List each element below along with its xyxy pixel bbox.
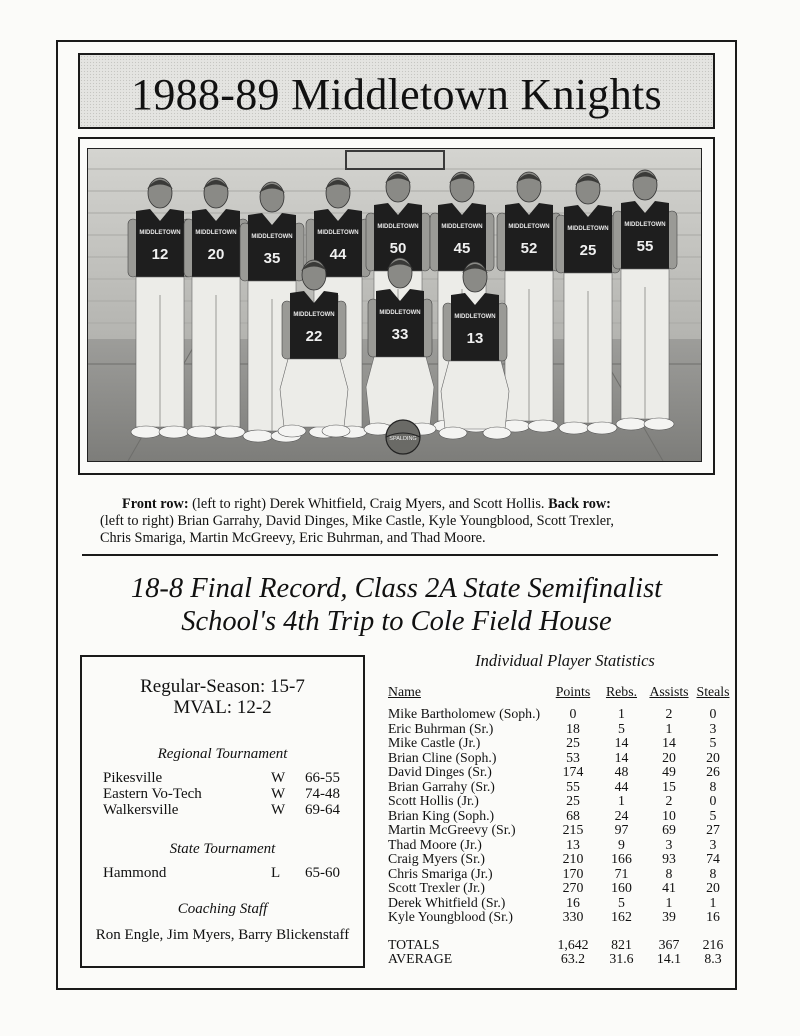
headline-line1: 18-8 Final Record, Class 2A State Semifinalist [130, 573, 663, 604]
player-points: 215 [562, 822, 584, 837]
regional-game [103, 786, 353, 803]
jersey-number: 12 [151, 246, 169, 263]
player-points: 174 [562, 764, 584, 779]
player-name: Brian King (Soph.) [388, 807, 495, 823]
player-name: Derek Whitfield (Sr.) [388, 894, 506, 910]
regional-game [103, 802, 353, 819]
jersey-lettering: MIDDLETOWN [377, 224, 419, 230]
player-name: Eric Buhrman (Sr.) [388, 720, 494, 736]
player-steals: 3 [709, 720, 717, 736]
player-assists: 93 [662, 851, 676, 866]
season-headline [56, 572, 737, 638]
table-row [388, 736, 733, 751]
back-row-label: Back row: [548, 496, 611, 512]
player-steals: 74 [706, 851, 720, 866]
header-name: Name [388, 684, 421, 699]
player-points: 210 [562, 851, 584, 866]
totals-label: TOTALS [388, 936, 440, 952]
player-assists: 14 [662, 735, 676, 750]
player-name: Mike Bartholomew (Soph.) [388, 706, 541, 721]
table-row [388, 867, 733, 882]
player-name: David Dinges (Sr.) [388, 764, 492, 779]
header-points: Points [555, 684, 591, 699]
jersey-lettering: MIDDLETOWN [567, 226, 609, 232]
jersey-number: 35 [263, 250, 281, 267]
table-row [388, 881, 733, 896]
player-steals: 5 [709, 735, 717, 750]
player-assists: 39 [662, 909, 676, 924]
table-row [388, 838, 733, 853]
stats-title: Individual Player Statistics [475, 651, 655, 670]
jersey-number: 55 [636, 238, 654, 255]
player-rebounds: 162 [611, 909, 632, 924]
average-steals: 8.3 [704, 951, 722, 966]
average-row [388, 952, 733, 967]
player-rebounds: 97 [614, 822, 629, 837]
headline-line2: School's 4th Trip to Cole Field House [181, 606, 612, 637]
opponent: Pikesville [103, 770, 163, 786]
jersey-lettering: MIDDLETOWN [624, 222, 666, 228]
player-assists: 69 [662, 822, 676, 837]
opponent: Walkersville [103, 802, 179, 818]
player-name: Craig Myers (Sr.) [388, 851, 485, 866]
jersey-number: 25 [579, 242, 597, 259]
player-rebounds: 48 [614, 764, 629, 779]
player-name: Scott Trexler (Jr.) [388, 880, 485, 895]
jersey-number: 22 [305, 328, 323, 345]
jersey-number: 50 [389, 240, 407, 257]
regular-season-record: Regular-Season: 15-7 [140, 676, 305, 697]
jersey-number: 33 [391, 326, 409, 343]
player-steals: 20 [706, 749, 720, 765]
front-row-players [278, 258, 511, 439]
table-row [388, 823, 733, 838]
score: 69-64 [305, 802, 340, 818]
jersey-lettering: MIDDLETOWN [317, 230, 359, 236]
player-points: 18 [566, 720, 580, 736]
result: W [271, 770, 286, 786]
player-name: Kyle Youngblood (Sr.) [388, 909, 513, 924]
player-assists: 1 [665, 720, 673, 736]
average-label: AVERAGE [388, 951, 453, 966]
back-row-names-line2: Chris Smariga, Martin McGreevy, Eric Buhrman, and Thad Moore. [100, 530, 486, 546]
player-assists: 2 [665, 706, 673, 721]
score: 65-60 [305, 865, 340, 881]
jersey-lettering: MIDDLETOWN [379, 310, 421, 316]
player-rebounds: 14 [614, 749, 629, 765]
player-points: 13 [566, 836, 580, 852]
header-steals: Steals [696, 684, 730, 699]
player-points: 53 [566, 749, 580, 765]
jersey-lettering: MIDDLETOWN [508, 224, 550, 230]
coaching-staff-names: Ron Engle, Jim Myers, Barry Blickenstaff [95, 927, 350, 943]
player-rebounds: 1 [618, 706, 625, 721]
table-row [388, 751, 733, 766]
player-rebounds: 166 [611, 851, 632, 866]
result: W [271, 786, 286, 802]
player-name: Brian Cline (Soph.) [388, 749, 497, 765]
jersey-number: 45 [453, 240, 471, 257]
state-game [103, 865, 353, 882]
table-row [388, 765, 733, 780]
player-steals: 26 [706, 764, 720, 779]
score: 66-55 [305, 770, 340, 786]
regional-tournament-heading: Regional Tournament [157, 746, 288, 762]
jersey-lettering: MIDDLETOWN [139, 230, 181, 236]
player-assists: 20 [662, 749, 676, 765]
result: W [271, 802, 286, 818]
average-points: 63.2 [560, 951, 586, 966]
player-name: Mike Castle (Jr.) [388, 735, 481, 750]
player-steals: 3 [709, 836, 717, 852]
player-rebounds: 14 [614, 735, 629, 750]
section-divider [82, 554, 718, 556]
player-assists: 15 [662, 778, 676, 794]
player-assists: 1 [665, 894, 673, 910]
opponent: Eastern Vo-Tech [103, 786, 202, 802]
team-photo [87, 148, 702, 462]
jersey-lettering: MIDDLETOWN [454, 314, 496, 320]
jersey-lettering: MIDDLETOWN [441, 224, 483, 230]
basketball [386, 420, 420, 454]
header-rebounds: Rebs. [605, 684, 638, 699]
player-name: Chris Smariga (Jr.) [388, 865, 493, 881]
table-row [388, 896, 733, 911]
player-steals: 0 [709, 706, 717, 721]
jersey-lettering: MIDDLETOWN [251, 234, 293, 240]
score: 74-48 [305, 786, 340, 802]
coaching-staff-heading: Coaching Staff [177, 901, 268, 917]
player-points: 25 [566, 793, 580, 808]
player-assists: 2 [665, 793, 673, 808]
player-assists: 41 [662, 880, 676, 895]
jersey-number: 20 [207, 246, 225, 263]
player-points: 55 [566, 778, 580, 794]
totals-row [388, 925, 733, 953]
opponent: Hammond [103, 865, 167, 881]
player-rebounds: 24 [614, 807, 629, 823]
jersey-number: 52 [520, 240, 538, 257]
player-steals: 1 [709, 894, 717, 910]
player-points: 25 [566, 735, 580, 750]
player-steals: 8 [709, 865, 717, 881]
player-name: Thad Moore (Jr.) [388, 836, 482, 852]
player-steals: 20 [706, 880, 720, 895]
average-assists: 14.1 [656, 951, 682, 966]
player-steals: 0 [709, 793, 717, 808]
player-points: 16 [566, 894, 580, 910]
back-row-names-line1: (left to right) Brian Garrahy, David Dinges, Mike Castle, Kyle Youngblood, Scott Trexler, [100, 513, 614, 529]
player-rebounds: 1 [618, 793, 625, 808]
player-points: 170 [562, 865, 584, 881]
player-assists: 3 [665, 836, 673, 852]
totals-steals: 216 [702, 936, 724, 952]
player-name: Brian Garrahy (Sr.) [388, 778, 495, 794]
average-rebounds: 31.6 [609, 951, 634, 966]
player-points: 330 [562, 909, 584, 924]
page-title: 1988-89 Middletown Knights [131, 69, 662, 119]
table-row [388, 794, 733, 809]
front-row-label: Front row: [122, 496, 189, 512]
result: L [271, 865, 281, 881]
player-steals: 16 [706, 909, 720, 924]
player-rebounds: 5 [618, 720, 625, 736]
totals-points: 1,642 [557, 936, 589, 952]
player-points: 68 [566, 807, 580, 823]
player-rebounds: 44 [614, 778, 629, 794]
table-row [388, 707, 733, 722]
regional-game [103, 770, 353, 787]
table-row [388, 780, 733, 795]
player-rebounds: 9 [618, 836, 625, 852]
jersey-lettering: MIDDLETOWN [293, 312, 335, 318]
player-points: 0 [569, 706, 577, 721]
header-assists: Assists [649, 684, 689, 699]
jersey-number: 44 [329, 246, 347, 263]
table-row [388, 852, 733, 867]
player-rebounds: 160 [611, 880, 632, 895]
table-row [388, 722, 733, 737]
table-header-row [388, 684, 733, 707]
player-rebounds: 71 [614, 865, 629, 881]
player-steals: 8 [709, 778, 717, 794]
player-name: Martin McGreevy (Sr.) [388, 822, 516, 837]
player-assists: 10 [662, 807, 676, 823]
player-points: 270 [562, 880, 584, 895]
totals-rebounds: 821 [611, 936, 632, 952]
mval-record: MVAL: 12-2 [173, 697, 272, 718]
table-row [388, 809, 733, 824]
player-steals: 27 [706, 822, 720, 837]
player-name: Scott Hollis (Jr.) [388, 793, 479, 808]
jersey-number: 13 [466, 330, 484, 347]
totals-assists: 367 [658, 936, 680, 952]
front-row-names: (left to right) Derek Whitfield, Craig Myers, and Scott Hollis. [192, 496, 545, 512]
photo-caption [100, 496, 700, 547]
table-row [388, 910, 733, 925]
title-banner [78, 53, 715, 129]
player-assists: 49 [662, 764, 676, 779]
player-rebounds: 5 [618, 894, 625, 910]
jersey-lettering: MIDDLETOWN [195, 230, 237, 236]
ball-brand-text: SPALDING [389, 436, 417, 442]
player-assists: 8 [665, 865, 673, 881]
player-stats-table [388, 684, 733, 967]
team-photo-graphic [88, 149, 701, 461]
state-tournament-heading: State Tournament [169, 841, 276, 857]
player-steals: 5 [709, 807, 717, 823]
